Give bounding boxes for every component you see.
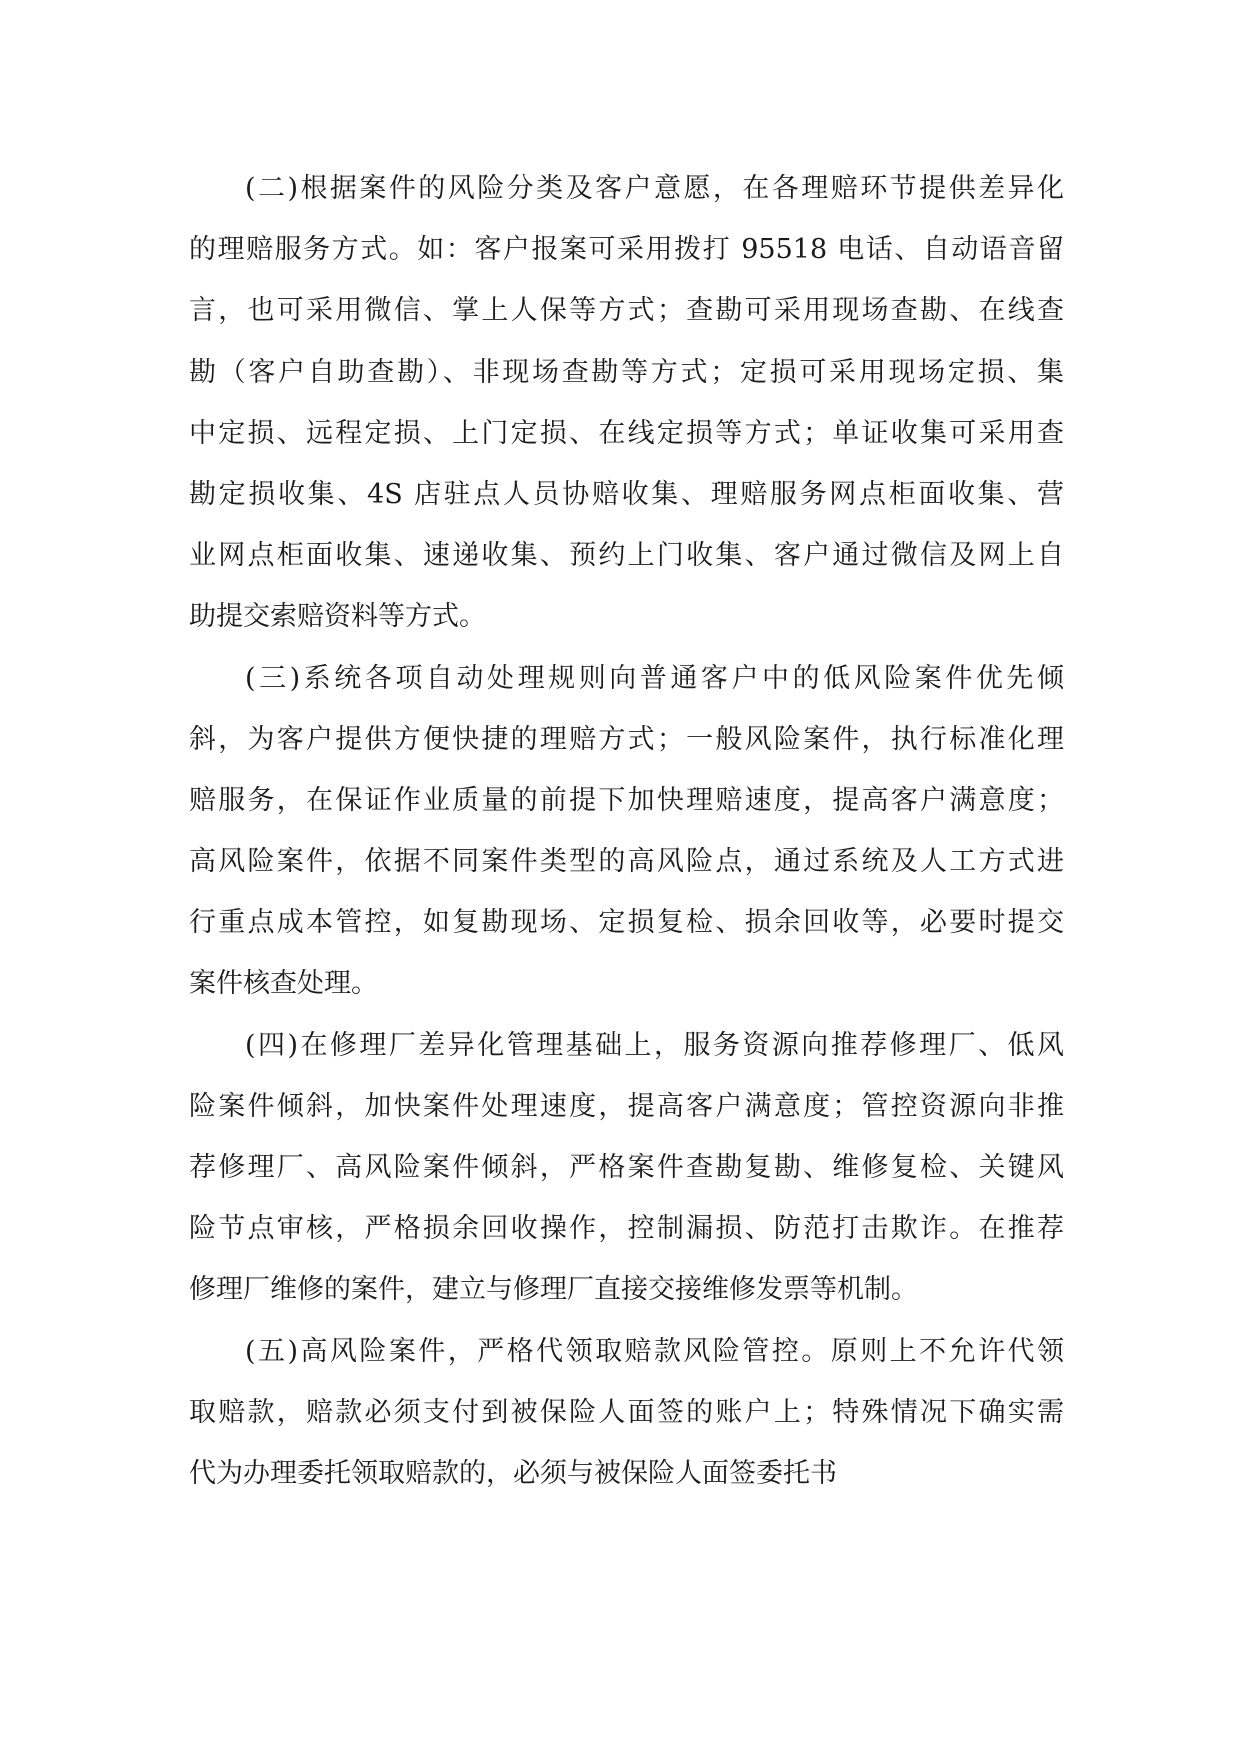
text-line: 言，也可采用微信、掌上人保等方式；查勘可采用现场查勘、在线查 <box>189 295 1064 327</box>
text-line: 勘（客户自助查勘）、非现场查勘等方式；定损可采用现场定损、集 <box>189 356 1064 388</box>
text-line: 高风险案件，依据不同案件类型的高风险点，通过系统及人工方式进 <box>189 846 1064 878</box>
text-line: 险节点审核，严格损余回收操作，控制漏损、防范打击欺诈。在推荐 <box>189 1213 1064 1245</box>
text-line: 的理赔服务方式。如：客户报案可采用拨打 95518 电话、自动语音留 <box>189 234 1064 266</box>
text-line: 勘定损收集、4S 店驻点人员协赔收集、理赔服务网点柜面收集、营 <box>189 478 1064 510</box>
text-line: 代为办理委托领取赔款的，必须与被保险人面签委托书 <box>189 1457 837 1489</box>
paragraph-3 <box>189 648 1064 1015</box>
paragraph-4 <box>189 1015 1064 1321</box>
text-line: (四)在修理厂差异化管理基础上，服务资源向推荐修理厂、低风 <box>245 1029 1064 1061</box>
text-line: 修理厂维修的案件，建立与修理厂直接交接维修发票等机制。 <box>189 1274 918 1306</box>
text-line: (三)系统各项自动处理规则向普通客户中的低风险案件优先倾 <box>245 662 1064 694</box>
paragraph-5 <box>189 1321 1064 1505</box>
text-line: 案件核查处理。 <box>189 968 378 1000</box>
body-text <box>189 158 1064 1504</box>
text-line: 斜，为客户提供方便快捷的理赔方式；一般风险案件，执行标准化理 <box>189 723 1064 755</box>
text-line: 险案件倾斜，加快案件处理速度，提高客户满意度；管控资源向非推 <box>189 1090 1064 1122</box>
text-line: (五)高风险案件，严格代领取赔款风险管控。原则上不允许代领 <box>245 1335 1064 1367</box>
text-line: 取赔款，赔款必须支付到被保险人面签的账户上；特殊情况下确实需 <box>189 1396 1064 1428</box>
paragraph-2 <box>189 158 1064 648</box>
text-line: 业网点柜面收集、速递收集、预约上门收集、客户通过微信及网上自 <box>189 540 1064 572</box>
text-line: 赔服务，在保证作业质量的前提下加快理赔速度，提高客户满意度； <box>189 784 1064 816</box>
text-line: (二)根据案件的风险分类及客户意愿，在各理赔环节提供差异化 <box>245 173 1064 204</box>
text-line: 荐修理厂、高风险案件倾斜，严格案件查勘复勘、维修复检、关键风 <box>189 1152 1064 1183</box>
text-line: 中定损、远程定损、上门定损、在线定损等方式；单证收集可采用查 <box>189 417 1064 449</box>
text-line: 助提交索赔资料等方式。 <box>189 601 486 633</box>
text-line: 行重点成本管控，如复勘现场、定损复检、损余回收等，必要时提交 <box>189 907 1064 939</box>
